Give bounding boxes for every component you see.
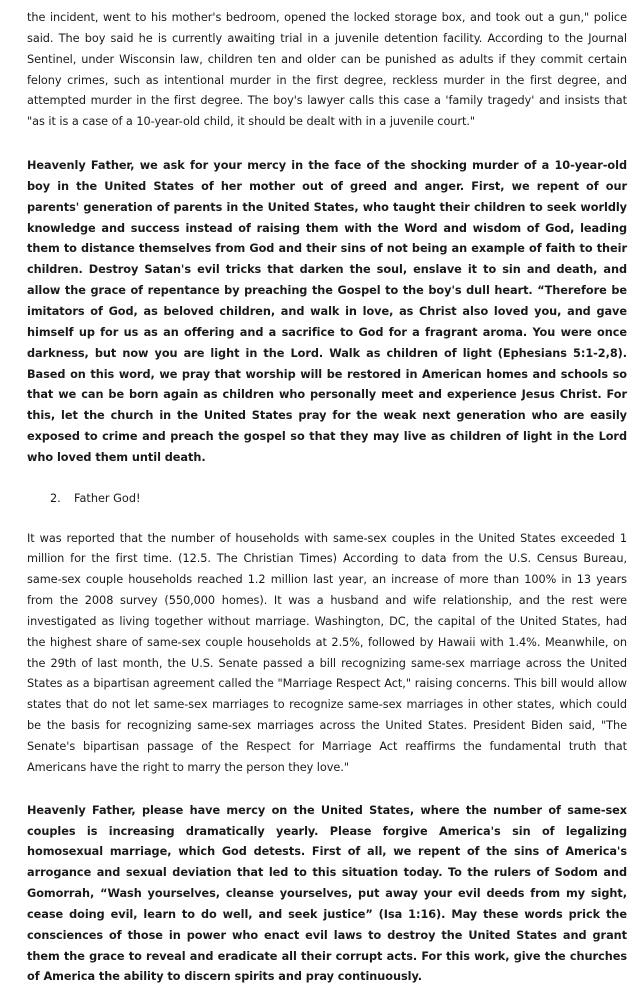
list-text: Father God! [74, 491, 141, 505]
paragraph-incident-report: the incident, went to his mother's bedroom, opened the locked storage box, and took out a gun," police said. The boy said he is currently awaiting trial in a juvenile detention facility. According to the Journal Sentinel, under Wisconsin law, children ten and older can be punished as adults if they commit certain felony crimes, such as intentional murder in the first degree, reckless murder in the first degree, and attempted murder in the first degree. The boy's lawyer calls this case a 'family tragedy' and insists that "as it is a case of a 10-year-old child, it should be dealt with in a juvenile court." [27, 11, 627, 129]
spacer [27, 133, 627, 156]
spacer [27, 779, 627, 801]
spacer [27, 510, 627, 529]
document-page [27, 8, 627, 988]
paragraph-prayer-1: Heavenly Father, we ask for your mercy in the face of the shocking murder of a 10-year-old boy in the United States of her mother out of greed and anger. First, we repent of our parents' generation of parents in the United States, who taught their children to seek worldly knowledge and success instead of raising them with the Word and wisdom of God, leading them to distance themselves from God and their sins of not being an example of faith to their children. Destroy Satan's evil tricks that darken the soul, enslave it to sin and death, and allow the grace of repentance by preaching the Gospel to the boy's dull heart. “Therefore be imitators of God, as beloved children, and walk in love, as Christ also loved you, and gave himself up for us as an offering and a sacrifice to God for a fragrant aroma. You were once darkness, but now you are light in the Lord. Walk as children of light (Ephesians 5:1-2,8). Based on this word, we pray that worship will be restored in American homes and schools so that we can be born again as children who personally meet and experience Jesus Christ. For this, let the church in the United States pray for the weak next generation who are easily exposed to crime and preach the gospel so that they may live as children of light in the Lord who loved them until death. [27, 159, 627, 464]
paragraph-prayer-2: Heavenly Father, please have mercy on the United States, where the number of same-sex couples is increasing dramatically yearly. Please forgive America's sin of legalizing homosexual marriage, which God detests. First of all, we repent of the sins of America's arrogance and sexual deviation that led to this situation today. To the rulers of Sodom and Gomorrah, “Wash yourselves, cleanse yourselves, put away your evil deeds from my sight, cease doing evil, learn to do well, and seek justice” (Isa 1:16). May these words prick the consciences of those in power who enact evil laws to destroy the United States and grant them the grace to reveal and eradicate all their corrupt acts. For this work, give the churches of America the ability to discern spirits and pray continuously. [27, 803, 627, 984]
list-number: 2. [50, 491, 61, 505]
spacer [27, 469, 627, 489]
paragraph-same-sex-report: It was reported that the number of households with same-sex couples in the United States exceeded 1 million for the first time. (12.5. The Christian Times) According to data from the U.S. Census Bureau, same-sex couple households reached 1.2 million last year, an increase of more than 100% in 13 years from the 2008 survey (550,000 homes). It was a husband and wife relationship, and the rest were investigated as living together without marriage. Washington, DC, the capital of the United States, had the highest share of same-sex couple households at 2.5%, followed by Hawaii with 1.4%. Meanwhile, on the 29th of last month, the U.S. Senate passed a bill recognizing same-sex marriage across the United States as a bipartisan agreement called the "Marriage Respect Act," raising concerns. This bill would allow states that do not let same-sex marriages to recognize same-sex marriages in other states, which could be the basis for recognizing same-sex marriages across the United States. President Biden said, "The Senate's bipartisan passage of the Respect for Marriage Act reaffirms the fundamental truth that Americans have the right to marry the person they love." [27, 531, 627, 774]
numbered-heading [27, 489, 627, 510]
